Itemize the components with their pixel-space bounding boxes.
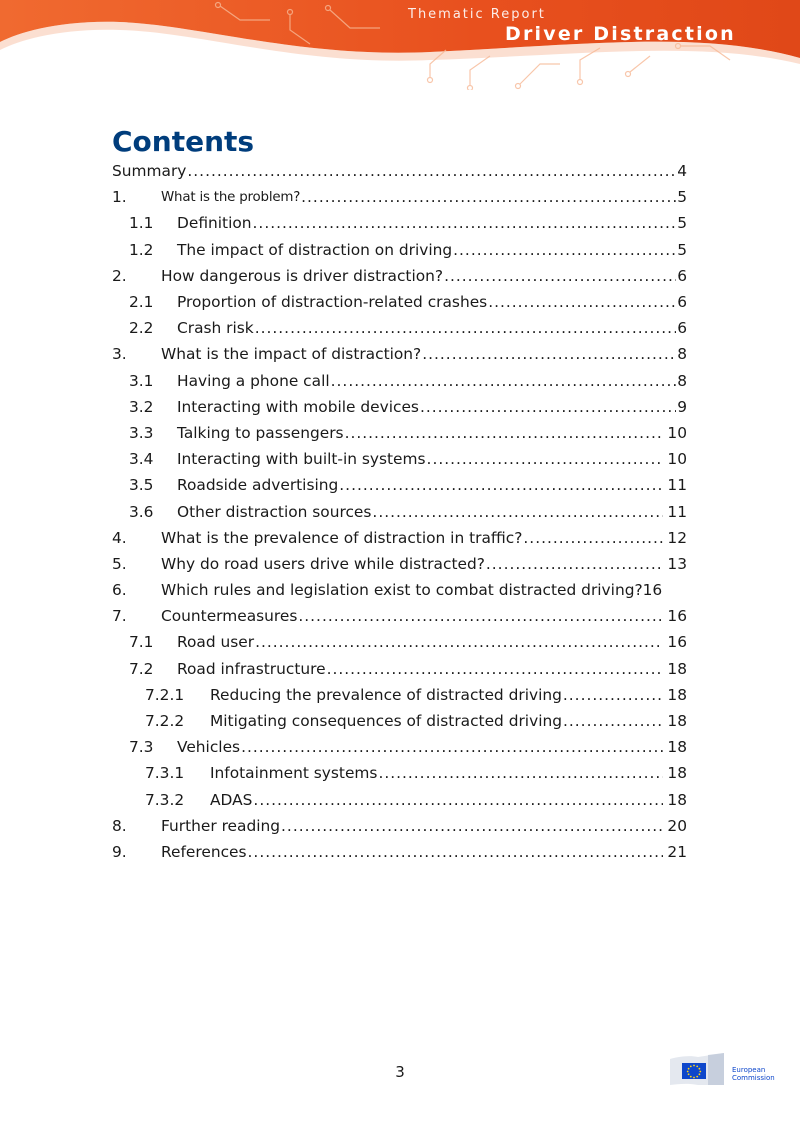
toc-entry-label: Interacting with built-in systems	[177, 450, 426, 469]
toc-entry-page: 8	[677, 345, 687, 364]
toc-entry-label: What is the impact of distraction?	[161, 345, 422, 364]
toc-entry-number: 8.	[112, 816, 127, 835]
toc-entry[interactable]	[112, 368, 687, 394]
toc-entry-page: 21	[667, 842, 687, 861]
contents-heading: Contents	[112, 125, 255, 158]
toc-entry[interactable]	[112, 210, 687, 236]
toc-entry[interactable]	[112, 656, 687, 682]
toc-entry-label: Countermeasures	[161, 607, 298, 626]
toc-entry[interactable]	[112, 708, 687, 734]
toc-dot-leader	[420, 398, 676, 416]
toc-dot-leader	[422, 345, 676, 363]
toc-dot-leader	[281, 817, 663, 835]
toc-entry-page: 11	[667, 476, 687, 495]
toc-entry-page: 18	[667, 790, 687, 809]
toc-entry-label: Other distraction sources	[177, 502, 372, 521]
toc-entry[interactable]	[112, 446, 687, 472]
toc-entry-number: 7.2	[129, 659, 154, 678]
toc-dot-leader	[372, 503, 663, 521]
toc-entry-page: 6	[677, 293, 687, 312]
toc-entry-label: Crash risk	[177, 319, 254, 338]
toc-entry-label: ADAS	[210, 790, 253, 809]
toc-entry[interactable]	[112, 525, 687, 551]
toc-entry-page: 18	[667, 659, 687, 678]
toc-dot-leader	[523, 529, 663, 547]
toc-entry-label: Roadside advertising	[177, 476, 339, 495]
toc-entry[interactable]	[112, 734, 687, 760]
toc-entry[interactable]	[112, 289, 687, 315]
toc-entry-number: 3.5	[129, 476, 154, 495]
toc-entry-page: 5	[677, 240, 687, 259]
toc-entry-label: Having a phone call	[177, 371, 330, 390]
ec-logo-line1: European	[732, 1066, 766, 1074]
toc-entry-number: 7.	[112, 607, 127, 626]
toc-entry-number: 7.2.1	[145, 685, 185, 704]
toc-entry-number: 7.1	[129, 633, 154, 652]
toc-entry-page: 16	[642, 581, 663, 600]
toc-entry-number: 3.6	[129, 502, 154, 521]
toc-entry-number: 9.	[112, 842, 127, 861]
toc-entry-label: Further reading	[161, 816, 281, 835]
toc-entry[interactable]	[112, 263, 687, 289]
toc-entry-label: References	[161, 842, 247, 861]
toc-entry-label: Which rules and legislation exist to combat distracted driving?	[161, 581, 643, 600]
toc-dot-leader	[427, 450, 664, 468]
toc-entry-label: Infotainment systems	[210, 764, 378, 783]
toc-entry-page: 16	[667, 607, 687, 626]
ec-logo-line2: Commission	[732, 1074, 775, 1082]
toc-entry[interactable]	[112, 629, 687, 655]
toc-entry[interactable]	[112, 472, 687, 498]
toc-entry-label: Road infrastructure	[177, 659, 326, 678]
toc-entry-number: 1.	[112, 188, 127, 207]
toc-entry-page: 9	[677, 397, 687, 416]
toc-dot-leader	[253, 214, 677, 232]
toc-dot-leader	[248, 843, 664, 861]
toc-entry-page: 6	[677, 266, 687, 285]
toc-dot-leader	[444, 267, 676, 285]
toc-entry-label: Interacting with mobile devices	[177, 397, 419, 416]
toc-entry-number: 1.2	[129, 240, 154, 259]
toc-entry-label: Proportion of distraction-related crashes	[177, 293, 488, 312]
toc-entry-label: Why do road users drive while distracted?	[161, 554, 485, 573]
toc-entry-number: 4.	[112, 528, 127, 547]
report-header-banner	[0, 0, 800, 90]
toc-entry[interactable]	[112, 184, 687, 210]
toc-entry-number: 2.1	[129, 293, 154, 312]
toc-entry-number: 7.3	[129, 738, 154, 757]
toc-dot-leader	[255, 633, 663, 651]
toc-entry[interactable]	[112, 498, 687, 524]
toc-entry[interactable]	[112, 813, 687, 839]
header-wave-graphic	[0, 0, 800, 90]
toc-dot-leader	[301, 188, 676, 206]
toc-dot-leader	[253, 791, 663, 809]
toc-dot-leader	[187, 162, 676, 180]
toc-entry-page: 6	[677, 319, 687, 338]
toc-entry-page: 10	[667, 450, 687, 469]
report-title: Driver Distraction	[505, 23, 736, 45]
toc-entry[interactable]	[112, 237, 687, 263]
toc-entry[interactable]	[112, 760, 687, 786]
toc-dot-leader	[241, 738, 663, 756]
toc-entry-number: 2.	[112, 266, 127, 285]
toc-entry-label: Definition	[177, 214, 252, 233]
toc-entry-page: 4	[677, 162, 687, 181]
toc-entry[interactable]	[112, 341, 687, 367]
toc-dot-leader	[345, 424, 664, 442]
toc-entry[interactable]	[112, 394, 687, 420]
toc-entry-page: 18	[667, 685, 687, 704]
toc-entry-label: Road user	[177, 633, 255, 652]
toc-dot-leader	[378, 764, 663, 782]
toc-entry[interactable]	[112, 603, 687, 629]
toc-entry[interactable]	[112, 420, 687, 446]
toc-entry-page: 18	[667, 738, 687, 757]
toc-entry-page: 8	[677, 371, 687, 390]
toc-dot-leader	[339, 476, 663, 494]
toc-entry-number: 5.	[112, 554, 127, 573]
toc-dot-leader	[327, 660, 664, 678]
toc-entry-number: 7.2.2	[145, 712, 185, 731]
toc-entry-label: Reducing the prevalence of distracted driving	[210, 685, 562, 704]
toc-entry[interactable]	[112, 315, 687, 341]
toc-entry-label: The impact of distraction on driving	[177, 240, 453, 259]
toc-entry-label: How dangerous is driver distraction?	[161, 266, 444, 285]
toc-entry[interactable]	[112, 787, 687, 813]
toc-entry-number: 3.	[112, 345, 127, 364]
toc-dot-leader	[563, 712, 663, 730]
toc-entry-number: 3.2	[129, 397, 154, 416]
ec-logo-text	[732, 1066, 775, 1082]
toc-entry[interactable]	[112, 839, 687, 865]
toc-dot-leader	[488, 293, 676, 311]
toc-entry-page: 13	[667, 554, 687, 573]
toc-entry-page: 18	[667, 712, 687, 731]
report-type-label: Thematic Report	[408, 7, 546, 22]
toc-entry[interactable]	[112, 158, 687, 184]
toc-entry[interactable]	[112, 551, 687, 577]
table-of-contents	[112, 158, 687, 865]
toc-entry-number: 7.3.1	[145, 764, 185, 783]
toc-dot-leader	[453, 241, 676, 259]
toc-entry-page: 20	[667, 816, 687, 835]
toc-entry-label: What is the prevalence of distraction in traffic?	[161, 528, 523, 547]
toc-dot-leader	[298, 607, 663, 625]
toc-dot-leader	[563, 686, 664, 704]
toc-entry-label: Vehicles	[177, 738, 241, 757]
toc-entry[interactable]	[112, 577, 687, 603]
toc-entry[interactable]	[112, 682, 687, 708]
page-number: 3	[395, 1063, 405, 1081]
toc-dot-leader	[331, 372, 677, 390]
toc-entry-page: 12	[667, 528, 687, 547]
toc-entry-number: 3.4	[129, 450, 154, 469]
toc-entry-page: 18	[667, 764, 687, 783]
toc-entry-label: Summary	[112, 162, 187, 181]
toc-entry-page: 16	[667, 633, 687, 652]
toc-dot-leader	[486, 555, 664, 573]
toc-entry-label: Mitigating consequences of distracted driving	[210, 712, 562, 731]
toc-entry-page: 10	[667, 423, 687, 442]
toc-dot-leader	[255, 319, 676, 337]
toc-entry-label: Talking to passengers	[177, 423, 344, 442]
toc-entry-page: 11	[667, 502, 687, 521]
toc-entry-page: 5	[677, 188, 687, 207]
toc-entry-number: 2.2	[129, 319, 154, 338]
toc-entry-number: 7.3.2	[145, 790, 185, 809]
toc-entry-number: 3.1	[129, 371, 154, 390]
toc-entry-label: What is the problem?	[161, 189, 301, 205]
toc-entry-number: 1.1	[129, 214, 154, 233]
toc-entry-number: 6.	[112, 581, 127, 600]
toc-entry-page: 5	[677, 214, 687, 233]
toc-entry-number: 3.3	[129, 423, 154, 442]
